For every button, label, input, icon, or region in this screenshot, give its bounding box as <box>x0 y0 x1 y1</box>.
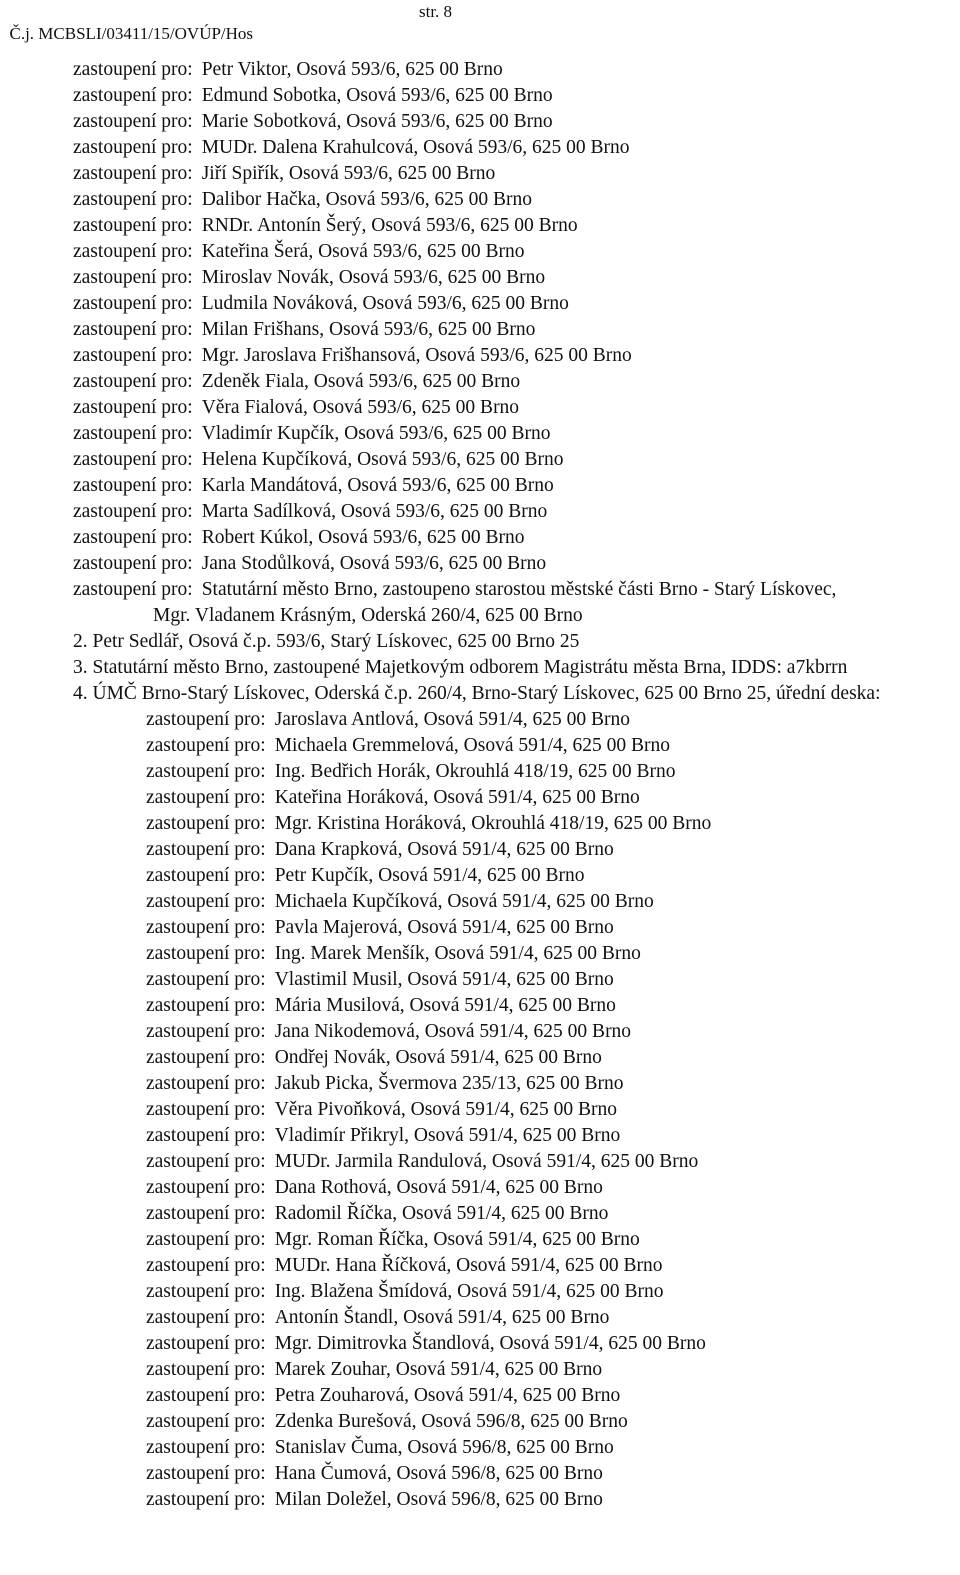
representation-entry <box>146 1201 958 1227</box>
party-4: 4. ÚMČ Brno-Starý Lískovec, Oderská č.p. 260/4, Brno-Starý Lískovec, 625 00 Brno 25, úřední deska: <box>73 683 881 704</box>
representative-name-address: Jiří Spiřík, Osová 593/6, 625 00 Brno <box>201 163 496 184</box>
representation-entry <box>146 967 958 993</box>
representative-name-address: Milan Doležel, Osová 596/8, 625 00 Brno <box>274 1489 603 1510</box>
representation-entry <box>146 759 958 785</box>
representative-name-address: Zdenka Burešová, Osová 596/8, 625 00 Brno <box>274 1411 628 1432</box>
representation-prefix: zastoupení pro: <box>73 371 193 392</box>
representation-prefix: zastoupení pro: <box>146 865 266 886</box>
representation-entry <box>146 1331 958 1357</box>
representative-name-address: Milan Frišhans, Osová 593/6, 625 00 Brno <box>201 319 536 340</box>
representation-entry <box>73 421 958 447</box>
representation-entry <box>73 213 958 239</box>
representation-prefix: zastoupení pro: <box>73 293 193 314</box>
representation-prefix: zastoupení pro: <box>73 345 193 366</box>
representation-prefix: zastoupení pro: <box>73 111 193 132</box>
representation-prefix: zastoupení pro: <box>73 137 193 158</box>
representation-prefix: zastoupení pro: <box>73 527 193 548</box>
document-reference: Č.j. MCBSLI/03411/15/OVÚP/Hos <box>9 24 254 43</box>
representative-name-address: Edmund Sobotka, Osová 593/6, 625 00 Brno <box>201 85 553 106</box>
representation-prefix: zastoupení pro: <box>146 1437 266 1458</box>
representation-prefix: zastoupení pro: <box>73 553 193 574</box>
representative-name-address: Mgr. Roman Říčka, Osová 591/4, 625 00 Brno <box>274 1229 640 1250</box>
party-2: 2. Petr Sedlář, Osová č.p. 593/6, Starý Lískovec, 625 00 Brno 25 <box>73 631 580 652</box>
representative-name-address: Petr Kupčík, Osová 591/4, 625 00 Brno <box>274 865 585 886</box>
document-body <box>73 57 958 1513</box>
representative-name-address: Marta Sadílková, Osová 593/6, 625 00 Brno <box>201 501 548 522</box>
representation-entry <box>73 239 958 265</box>
representative-name-address: Miroslav Novák, Osová 593/6, 625 00 Brno <box>201 267 546 288</box>
representation-prefix: zastoupení pro: <box>146 995 266 1016</box>
representative-name-address: Zdeněk Fiala, Osová 593/6, 625 00 Brno <box>201 371 521 392</box>
representation-entry <box>73 369 958 395</box>
representation-entry <box>146 1383 958 1409</box>
representative-name-address: Jana Nikodemová, Osová 591/4, 625 00 Brno <box>274 1021 632 1042</box>
representation-entry <box>73 473 958 499</box>
representation-entry <box>146 1461 958 1487</box>
representation-entry <box>146 1435 958 1461</box>
representation-entry <box>146 1279 958 1305</box>
representative-name-address: Vlastimil Musil, Osová 591/4, 625 00 Brno <box>274 969 614 990</box>
party-3: 3. Statutární město Brno, zastoupené Majetkovým odborem Magistrátu města Brna, IDDS: a7kbrrn <box>73 657 848 678</box>
representative-name-address: Věra Fialová, Osová 593/6, 625 00 Brno <box>201 397 520 418</box>
representation-entry <box>146 1097 958 1123</box>
representative-name-address: Kateřina Šerá, Osová 593/6, 625 00 Brno <box>201 241 525 262</box>
representation-entry <box>73 57 958 83</box>
representative-name-address: Jana Stodůlková, Osová 593/6, 625 00 Brno <box>201 553 547 574</box>
representative-name-address: Ing. Blažena Šmídová, Osová 591/4, 625 00 Brno <box>274 1281 664 1302</box>
representation-entry <box>73 317 958 343</box>
representative-name-address: Stanislav Čuma, Osová 596/8, 625 00 Brno <box>274 1437 614 1458</box>
representation-entry <box>146 1175 958 1201</box>
representation-prefix: zastoupení pro: <box>146 1099 266 1120</box>
representation-entry <box>73 499 958 525</box>
representation-entry <box>146 707 958 733</box>
representation-prefix: zastoupení pro: <box>73 59 193 80</box>
representative-name-address: Mgr. Kristina Horáková, Okrouhlá 418/19, 625 00 Brno <box>274 813 712 834</box>
representation-prefix: zastoupení pro: <box>146 1047 266 1068</box>
representation-prefix: zastoupení pro: <box>146 943 266 964</box>
representative-name-address: Karla Mandátová, Osová 593/6, 625 00 Brno <box>201 475 554 496</box>
representation-prefix: zastoupení pro: <box>73 215 193 236</box>
representation-prefix: zastoupení pro: <box>73 397 193 418</box>
representation-entry <box>146 1149 958 1175</box>
representative-name-address: Jaroslava Antlová, Osová 591/4, 625 00 Brno <box>274 709 630 730</box>
representation-entry <box>146 1045 958 1071</box>
representative-name-address: Robert Kúkol, Osová 593/6, 625 00 Brno <box>201 527 525 548</box>
representation-prefix: zastoupení pro: <box>146 1021 266 1042</box>
representation-prefix: zastoupení pro: <box>146 787 266 808</box>
representative-name-address: Antonín Štandl, Osová 591/4, 625 00 Brno <box>274 1307 610 1328</box>
statutory-representation <box>73 577 958 603</box>
representation-prefix: zastoupení pro: <box>146 813 266 834</box>
representative-name-address: Mgr. Jaroslava Frišhansová, Osová 593/6, 625 00 Brno <box>201 345 632 366</box>
representation-entry <box>146 1487 958 1513</box>
representative-name-address: Marek Zouhar, Osová 591/4, 625 00 Brno <box>274 1359 603 1380</box>
representative-name-address: Petr Viktor, Osová 593/6, 625 00 Brno <box>201 59 503 80</box>
representation-entry <box>73 135 958 161</box>
representation-entry <box>146 785 958 811</box>
representation-entry <box>146 1071 958 1097</box>
representative-name-address: Ondřej Novák, Osová 591/4, 625 00 Brno <box>274 1047 602 1068</box>
representation-prefix: zastoupení pro: <box>146 1177 266 1198</box>
representative-name-address: Ludmila Nováková, Osová 593/6, 625 00 Brno <box>201 293 569 314</box>
representative-name-address: Věra Pivoňková, Osová 591/4, 625 00 Brno <box>274 1099 617 1120</box>
representation-prefix: zastoupení pro: <box>146 1125 266 1146</box>
representation-entry <box>73 187 958 213</box>
representative-name-address: Dana Krapková, Osová 591/4, 625 00 Brno <box>274 839 614 860</box>
representation-prefix: zastoupení pro: <box>146 1333 266 1354</box>
representation-prefix: zastoupení pro: <box>146 761 266 782</box>
representation-entry <box>73 265 958 291</box>
representation-prefix: zastoupení pro: <box>73 319 193 340</box>
representative-name-address: MUDr. Hana Říčková, Osová 591/4, 625 00 Brno <box>274 1255 663 1276</box>
representation-entry <box>73 395 958 421</box>
representation-entry <box>146 993 958 1019</box>
representation-prefix: zastoupení pro: <box>146 709 266 730</box>
representative-name-address: Vladimír Přikryl, Osová 591/4, 625 00 Brno <box>274 1125 621 1146</box>
representative-name-address: Pavla Majerová, Osová 591/4, 625 00 Brno <box>274 917 614 938</box>
representation-entry <box>146 915 958 941</box>
statutory-line-2: Mgr. Vladanem Krásným, Oderská 260/4, 625 00 Brno <box>153 605 583 626</box>
representation-list-2 <box>73 707 958 1513</box>
representation-entry <box>146 837 958 863</box>
representation-entry <box>146 811 958 837</box>
representation-prefix: zastoupení pro: <box>73 163 193 184</box>
representation-entry <box>146 733 958 759</box>
representative-name-address: Ing. Marek Menšík, Osová 591/4, 625 00 Brno <box>274 943 641 964</box>
page-number: str. 8 <box>419 2 453 21</box>
representation-entry <box>73 525 958 551</box>
representative-name-address: Mária Musilová, Osová 591/4, 625 00 Brno <box>274 995 616 1016</box>
representation-prefix: zastoupení pro: <box>146 1281 266 1302</box>
representation-prefix: zastoupení pro: <box>73 189 193 210</box>
representation-entry <box>73 343 958 369</box>
representative-name-address: Hana Čumová, Osová 596/8, 625 00 Brno <box>274 1463 603 1484</box>
representation-entry <box>146 863 958 889</box>
representation-prefix: zastoupení pro: <box>146 1489 266 1510</box>
statutory-line-1: Statutární město Brno, zastoupeno starostou městské části Brno - Starý Lískovec, <box>201 579 837 600</box>
representation-prefix: zastoupení pro: <box>73 267 193 288</box>
representative-name-address: Ing. Bedřich Horák, Okrouhlá 418/19, 625 00 Brno <box>274 761 676 782</box>
representation-prefix: zastoupení pro: <box>146 1307 266 1328</box>
representative-name-address: Kateřina Horáková, Osová 591/4, 625 00 Brno <box>274 787 640 808</box>
representation-prefix: zastoupení pro: <box>146 1359 266 1380</box>
representation-entry <box>146 889 958 915</box>
representative-name-address: Jakub Picka, Švermova 235/13, 625 00 Brno <box>274 1073 624 1094</box>
representation-prefix: zastoupení pro: <box>146 1203 266 1224</box>
representation-prefix: zastoupení pro: <box>146 1255 266 1276</box>
representative-name-address: Michaela Gremmelová, Osová 591/4, 625 00 Brno <box>274 735 671 756</box>
representation-prefix: zastoupení pro: <box>146 1411 266 1432</box>
representation-prefix: zastoupení pro: <box>73 475 193 496</box>
representation-prefix: zastoupení pro: <box>146 917 266 938</box>
representation-prefix: zastoupení pro: <box>146 1229 266 1250</box>
representative-name-address: Dalibor Hačka, Osová 593/6, 625 00 Brno <box>201 189 533 210</box>
representation-entry <box>146 1305 958 1331</box>
representation-entry <box>146 941 958 967</box>
representation-prefix: zastoupení pro: <box>146 1385 266 1406</box>
representation-entry <box>146 1253 958 1279</box>
representative-name-address: MUDr. Jarmila Randulová, Osová 591/4, 625 00 Brno <box>274 1151 699 1172</box>
representation-prefix: zastoupení pro: <box>146 891 266 912</box>
representation-entry <box>73 551 958 577</box>
representation-entry <box>146 1409 958 1435</box>
representation-prefix: zastoupení pro: <box>146 1151 266 1172</box>
representative-name-address: RNDr. Antonín Šerý, Osová 593/6, 625 00 Brno <box>201 215 578 236</box>
representative-name-address: Petra Zouharová, Osová 591/4, 625 00 Brno <box>274 1385 621 1406</box>
representative-name-address: Helena Kupčíková, Osová 593/6, 625 00 Brno <box>201 449 564 470</box>
representation-prefix: zastoupení pro: <box>73 85 193 106</box>
representation-entry <box>146 1019 958 1045</box>
representation-entry <box>73 83 958 109</box>
representation-entry <box>73 291 958 317</box>
representative-name-address: Radomil Říčka, Osová 591/4, 625 00 Brno <box>274 1203 609 1224</box>
representation-prefix: zastoupení pro: <box>73 241 193 262</box>
representation-entry <box>146 1227 958 1253</box>
representation-prefix: zastoupení pro: <box>73 423 193 444</box>
representative-name-address: Dana Rothová, Osová 591/4, 625 00 Brno <box>274 1177 603 1198</box>
representation-entry <box>73 109 958 135</box>
representation-entry <box>146 1357 958 1383</box>
representative-name-address: Mgr. Dimitrovka Štandlová, Osová 591/4, 625 00 Brno <box>274 1333 706 1354</box>
representation-prefix: zastoupení pro: <box>146 1463 266 1484</box>
representative-name-address: Michaela Kupčíková, Osová 591/4, 625 00 Brno <box>274 891 654 912</box>
representation-entry <box>73 161 958 187</box>
representation-prefix: zastoupení pro: <box>73 579 193 600</box>
representation-prefix: zastoupení pro: <box>146 735 266 756</box>
representative-name-address: MUDr. Dalena Krahulcová, Osová 593/6, 625 00 Brno <box>201 137 630 158</box>
representation-entry <box>146 1123 958 1149</box>
representation-entry <box>73 447 958 473</box>
representative-name-address: Marie Sobotková, Osová 593/6, 625 00 Brno <box>201 111 553 132</box>
representation-list-1 <box>73 57 958 577</box>
representation-prefix: zastoupení pro: <box>73 449 193 470</box>
representative-name-address: Vladimír Kupčík, Osová 593/6, 625 00 Brno <box>201 423 551 444</box>
representation-prefix: zastoupení pro: <box>73 501 193 522</box>
representation-prefix: zastoupení pro: <box>146 969 266 990</box>
representation-prefix: zastoupení pro: <box>146 1073 266 1094</box>
representation-prefix: zastoupení pro: <box>146 839 266 860</box>
